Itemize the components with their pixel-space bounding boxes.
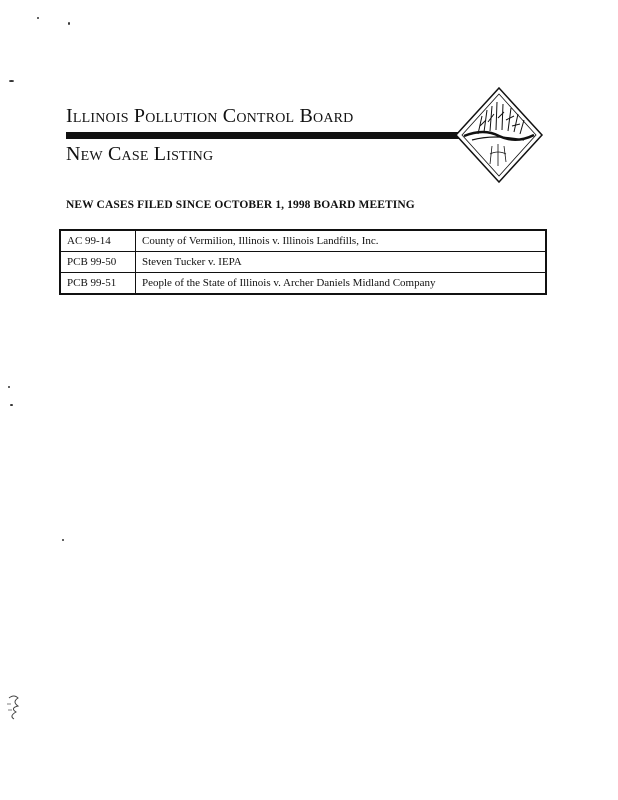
ipcb-diamond-logo-icon xyxy=(454,86,544,184)
case-title: Steven Tucker v. IEPA xyxy=(136,252,547,273)
table-row xyxy=(60,252,546,273)
scan-margin-mark-icon xyxy=(6,694,24,720)
scan-speck xyxy=(9,80,14,82)
scan-speck xyxy=(62,539,64,541)
scan-speck xyxy=(10,404,13,406)
scan-speck xyxy=(8,386,10,388)
board-name: Illinois Pollution Control Board xyxy=(66,105,354,127)
case-number: PCB 99-51 xyxy=(60,273,136,295)
new-cases-table xyxy=(59,229,547,295)
table-row xyxy=(60,230,546,252)
scan-speck xyxy=(68,22,70,25)
case-number: PCB 99-50 xyxy=(60,252,136,273)
case-number: AC 99-14 xyxy=(60,230,136,252)
case-title: People of the State of Illinois v. Archer Daniels Midland Company xyxy=(136,273,547,295)
section-heading: NEW CASES FILED SINCE OCTOBER 1, 1998 BOARD MEETING xyxy=(66,199,415,211)
table-row xyxy=(60,273,546,295)
scan-speck xyxy=(37,17,39,19)
listing-title: New Case Listing xyxy=(66,143,214,165)
title-rule xyxy=(66,132,471,139)
case-title: County of Vermilion, Illinois v. Illinois Landfills, Inc. xyxy=(136,230,547,252)
